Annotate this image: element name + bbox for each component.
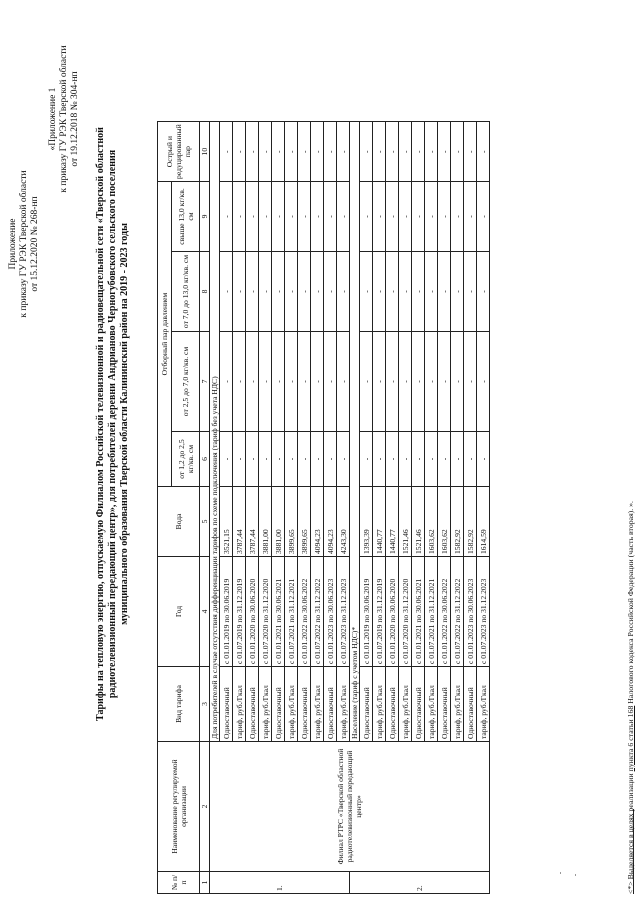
- steam-value-dash: -: [246, 122, 259, 182]
- steam-value-dash: -: [438, 122, 451, 182]
- steam-value-dash: -: [311, 182, 324, 252]
- column-number: 1: [200, 872, 210, 894]
- period: с 01.01.2020 по 30.06.2020: [246, 557, 259, 667]
- steam-value-dash: -: [285, 182, 298, 252]
- tariff-type: тариф, руб./Гкал: [311, 667, 324, 742]
- water-value: 1440,77: [373, 487, 386, 557]
- steam-value-dash: -: [425, 122, 438, 182]
- tariff-type: Одноставочный: [220, 667, 233, 742]
- period: с 01.07.2023 по 31.12.2023: [477, 557, 490, 667]
- tariff-type: тариф, руб./Гкал: [285, 667, 298, 742]
- steam-value-dash: -: [272, 432, 285, 487]
- steam-value-dash: -: [285, 122, 298, 182]
- steam-value-dash: -: [425, 182, 438, 252]
- steam-value-dash: -: [337, 332, 350, 432]
- water-value: 4243,30: [337, 487, 350, 557]
- steam-value-dash: -: [464, 332, 477, 432]
- period: с 01.07.2021 по 31.12.2021: [285, 557, 298, 667]
- steam-value-dash: -: [477, 182, 490, 252]
- steam-value-dash: -: [272, 332, 285, 432]
- steam-value-dash: -: [399, 332, 412, 432]
- steam-value-dash: -: [373, 122, 386, 182]
- steam-value-dash: -: [298, 182, 311, 252]
- column-number: 8: [200, 252, 210, 332]
- steam-value-dash: -: [386, 432, 399, 487]
- steam-value-dash: -: [337, 122, 350, 182]
- steam-value-dash: -: [438, 182, 451, 252]
- steam-value-dash: -: [259, 332, 272, 432]
- header-cell-year: Год: [158, 557, 200, 667]
- tariff-type: Одноставочный: [324, 667, 337, 742]
- tariff-type: тариф, руб./Гкал: [399, 667, 412, 742]
- steam-value-dash: -: [399, 252, 412, 332]
- title-line: радиотелевизионный передающий центр», для потребителей деревни Андрианово Черногубовского сельского поселения: [107, 149, 118, 699]
- steam-value-dash: -: [477, 432, 490, 487]
- steam-value-dash: -: [233, 252, 246, 332]
- scan-speck: [560, 872, 561, 874]
- period: с 01.07.2020 по 31.12.2020: [259, 557, 272, 667]
- steam-value-dash: -: [220, 332, 233, 432]
- steam-value-dash: -: [373, 252, 386, 332]
- steam-value-dash: -: [425, 252, 438, 332]
- water-value: 3787,44: [233, 487, 246, 557]
- steam-value-dash: -: [246, 332, 259, 432]
- water-value: 1582,92: [451, 487, 464, 557]
- period: с 01.07.2019 по 31.12.2019: [233, 557, 246, 667]
- steam-value-dash: -: [324, 252, 337, 332]
- steam-value-dash: -: [360, 332, 373, 432]
- steam-value-dash: -: [298, 252, 311, 332]
- steam-value-dash: -: [220, 122, 233, 182]
- header-line: к приказу ГУ РЭК Тверской области: [19, 170, 29, 318]
- header-cell-sharp-steam: Острый и редуцированный пар: [158, 122, 200, 182]
- steam-value-dash: -: [386, 332, 399, 432]
- steam-value-dash: -: [464, 122, 477, 182]
- steam-value-dash: -: [233, 332, 246, 432]
- steam-value-dash: -: [324, 122, 337, 182]
- water-value: 1603,62: [425, 487, 438, 557]
- steam-value-dash: -: [464, 432, 477, 487]
- tariff-type: тариф, руб./Гкал: [425, 667, 438, 742]
- period: с 01.07.2023 по 31.12.2023: [337, 557, 350, 667]
- water-value: 1440,77: [386, 487, 399, 557]
- steam-value-dash: -: [373, 332, 386, 432]
- steam-value-dash: -: [324, 182, 337, 252]
- steam-value-dash: -: [272, 122, 285, 182]
- water-value: 3521,15: [220, 487, 233, 557]
- header-cell-pressure-2: от 2,5 до 7,0 кг/кв. см: [172, 332, 200, 432]
- steam-value-dash: -: [220, 182, 233, 252]
- steam-value-dash: -: [360, 122, 373, 182]
- steam-value-dash: -: [386, 182, 399, 252]
- tariff-type: тариф, руб./Гкал: [451, 667, 464, 742]
- steam-value-dash: -: [324, 432, 337, 487]
- column-number: 4: [200, 557, 210, 667]
- section-row: [210, 122, 220, 894]
- water-value: 1521,46: [412, 487, 425, 557]
- steam-value-dash: -: [220, 432, 233, 487]
- tariff-type: Одноставочный: [298, 667, 311, 742]
- column-number: 5: [200, 487, 210, 557]
- steam-value-dash: -: [360, 432, 373, 487]
- steam-value-dash: -: [259, 182, 272, 252]
- steam-value-dash: -: [451, 182, 464, 252]
- document-title: [95, 64, 131, 784]
- steam-value-dash: -: [324, 332, 337, 432]
- footnote-text-end: Налогового кодекса Российской Федерации (часть вторая). ».: [626, 500, 635, 706]
- period: с 01.01.2021 по 30.06.2021: [272, 557, 285, 667]
- section-title: Для потребителей в случае отсутствия дифференциации тарифов по схеме подключения (тариф без учета НДС): [210, 122, 220, 742]
- water-value: 3881,00: [259, 487, 272, 557]
- tariff-type: тариф, руб./Гкал: [477, 667, 490, 742]
- steam-value-dash: -: [412, 182, 425, 252]
- period: с 01.07.2021 по 31.12.2021: [425, 557, 438, 667]
- steam-value-dash: -: [438, 332, 451, 432]
- steam-value-dash: -: [233, 182, 246, 252]
- steam-value-dash: -: [438, 432, 451, 487]
- period: с 01.01.2023 по 30.06.2023: [464, 557, 477, 667]
- steam-value-dash: -: [360, 252, 373, 332]
- header-cell-org: Наименование регулируемой организации: [158, 742, 200, 872]
- steam-value-dash: -: [386, 252, 399, 332]
- water-value: 1582,92: [464, 487, 477, 557]
- header-cell-water: Вода: [158, 487, 200, 557]
- tariff-type: тариф, руб./Гкал: [337, 667, 350, 742]
- header-cell-pressure-3: от 7,0 до 13,0 кг/кв. см: [172, 252, 200, 332]
- water-value: 3881,00: [272, 487, 285, 557]
- period: с 01.01.2021 по 30.06.2021: [412, 557, 425, 667]
- water-value: 1603,62: [438, 487, 451, 557]
- steam-value-dash: -: [412, 252, 425, 332]
- period: с 01.07.2019 по 31.12.2019: [373, 557, 386, 667]
- tariff-table: [157, 121, 490, 894]
- period: с 01.01.2020 по 30.06.2020: [386, 557, 399, 667]
- scan-speck: [575, 874, 576, 876]
- steam-value-dash: -: [373, 182, 386, 252]
- header-line: к приказу ГУ РЭК Тверской области: [59, 45, 69, 193]
- section-number: 1.: [210, 872, 350, 894]
- water-value: 1614,59: [477, 487, 490, 557]
- steam-value-dash: -: [311, 122, 324, 182]
- steam-value-dash: -: [337, 182, 350, 252]
- water-value: 1521,46: [399, 487, 412, 557]
- steam-value-dash: -: [233, 432, 246, 487]
- period: с 01.01.2019 по 30.06.2019: [360, 557, 373, 667]
- steam-value-dash: -: [220, 252, 233, 332]
- header-cell-pressure-4: свыше 13,0 кг/кв. см: [172, 182, 200, 252]
- steam-value-dash: -: [464, 252, 477, 332]
- column-number: 3: [200, 667, 210, 742]
- tariff-type: тариф, руб./Гкал: [233, 667, 246, 742]
- steam-value-dash: -: [464, 182, 477, 252]
- water-value: 4094,23: [324, 487, 337, 557]
- column-number: 7: [200, 332, 210, 432]
- steam-value-dash: -: [259, 122, 272, 182]
- tariff-type: Одноставочный: [464, 667, 477, 742]
- water-value: 3787,44: [246, 487, 259, 557]
- table-body: [158, 122, 490, 894]
- steam-value-dash: -: [425, 332, 438, 432]
- steam-value-dash: -: [246, 252, 259, 332]
- steam-value-dash: -: [298, 332, 311, 432]
- steam-value-dash: -: [272, 182, 285, 252]
- steam-value-dash: -: [259, 432, 272, 487]
- tariff-type: Одноставочный: [386, 667, 399, 742]
- steam-value-dash: -: [272, 252, 285, 332]
- steam-value-dash: -: [233, 122, 246, 182]
- footnote-text: <*> Выделяется в целях реализации: [626, 771, 635, 894]
- period: с 01.01.2022 по 30.06.2022: [438, 557, 451, 667]
- steam-value-dash: -: [337, 432, 350, 487]
- footnote: [626, 501, 635, 894]
- tariff-type: Одноставочный: [246, 667, 259, 742]
- steam-value-dash: -: [285, 332, 298, 432]
- steam-value-dash: -: [246, 432, 259, 487]
- header-cell-type: Вид тарифа: [158, 667, 200, 742]
- steam-value-dash: -: [399, 182, 412, 252]
- steam-value-dash: -: [399, 432, 412, 487]
- steam-value-dash: -: [386, 122, 399, 182]
- steam-value-dash: -: [425, 432, 438, 487]
- steam-value-dash: -: [360, 182, 373, 252]
- steam-value-dash: -: [412, 432, 425, 487]
- steam-value-dash: -: [477, 332, 490, 432]
- steam-value-dash: -: [311, 432, 324, 487]
- period: с 01.07.2020 по 31.12.2020: [399, 557, 412, 667]
- steam-value-dash: -: [438, 252, 451, 332]
- header-line: от 19.12.2018 № 304-нп: [70, 71, 80, 167]
- steam-value-dash: -: [477, 122, 490, 182]
- header-cell-steam-group: Отборный пар давлением: [158, 182, 172, 487]
- steam-value-dash: -: [298, 432, 311, 487]
- approval-header: [8, 149, 41, 339]
- steam-value-dash: -: [451, 332, 464, 432]
- steam-value-dash: -: [412, 332, 425, 432]
- title-line: Тарифы на тепловую энергию, отпускаемую Филиалом Российской телевизионной и радиовещательной сети «Тверской областной: [95, 127, 106, 721]
- header-cell-num: № п/п: [158, 872, 200, 894]
- section-title: Население (тариф с учетом НДС)*: [350, 122, 360, 742]
- steam-value-dash: -: [285, 432, 298, 487]
- period: с 01.01.2022 по 30.06.2022: [298, 557, 311, 667]
- title-line: муниципального образования Тверской области Калининский район на 2019 - 2023 годы: [119, 223, 130, 625]
- steam-value-dash: -: [412, 122, 425, 182]
- header-cell-pressure-1: от 1,2 до 2,5 кг/кв. см: [172, 432, 200, 487]
- tariff-type: тариф, руб./Гкал: [259, 667, 272, 742]
- tariff-type: Одноставочный: [438, 667, 451, 742]
- steam-value-dash: -: [399, 122, 412, 182]
- steam-value-dash: -: [337, 252, 350, 332]
- steam-value-dash: -: [373, 432, 386, 487]
- steam-value-dash: -: [298, 122, 311, 182]
- column-number: 9: [200, 182, 210, 252]
- original-appendix-header: [48, 24, 81, 214]
- column-number: 10: [200, 122, 210, 182]
- organization-name: Филиал РТРС «Тверской областной радиотелевизионный передающий центр»: [210, 742, 490, 872]
- water-value: 4094,23: [311, 487, 324, 557]
- period: с 01.01.2023 по 30.06.2023: [324, 557, 337, 667]
- period: с 01.07.2022 по 31.12.2022: [451, 557, 464, 667]
- steam-value-dash: -: [311, 332, 324, 432]
- steam-value-dash: -: [246, 182, 259, 252]
- header-line: Приложение: [8, 218, 18, 270]
- column-number: 6: [200, 432, 210, 487]
- tariff-type: Одноставочный: [272, 667, 285, 742]
- section-number: 2.: [350, 872, 490, 894]
- water-value: 1393,39: [360, 487, 373, 557]
- period: с 01.01.2019 по 30.06.2019: [220, 557, 233, 667]
- steam-value-dash: -: [259, 252, 272, 332]
- period: с 01.07.2022 по 31.12.2022: [311, 557, 324, 667]
- header-line: от 15.12.2020 № 268-нп: [30, 196, 40, 292]
- column-number: 2: [200, 742, 210, 872]
- water-value: 3899,65: [285, 487, 298, 557]
- steam-value-dash: -: [477, 252, 490, 332]
- steam-value-dash: -: [451, 122, 464, 182]
- steam-value-dash: -: [311, 252, 324, 332]
- water-value: 3899,65: [298, 487, 311, 557]
- tariff-type: Одноставочный: [412, 667, 425, 742]
- header-line: «Приложение 1: [48, 87, 58, 151]
- steam-value-dash: -: [451, 252, 464, 332]
- tariff-type: Одноставочный: [360, 667, 373, 742]
- tariff-type: тариф, руб./Гкал: [373, 667, 386, 742]
- steam-value-dash: -: [285, 252, 298, 332]
- footnote-law-reference: пункта 6 статьи 168: [626, 705, 635, 772]
- column-number-row: [200, 122, 210, 894]
- steam-value-dash: -: [451, 432, 464, 487]
